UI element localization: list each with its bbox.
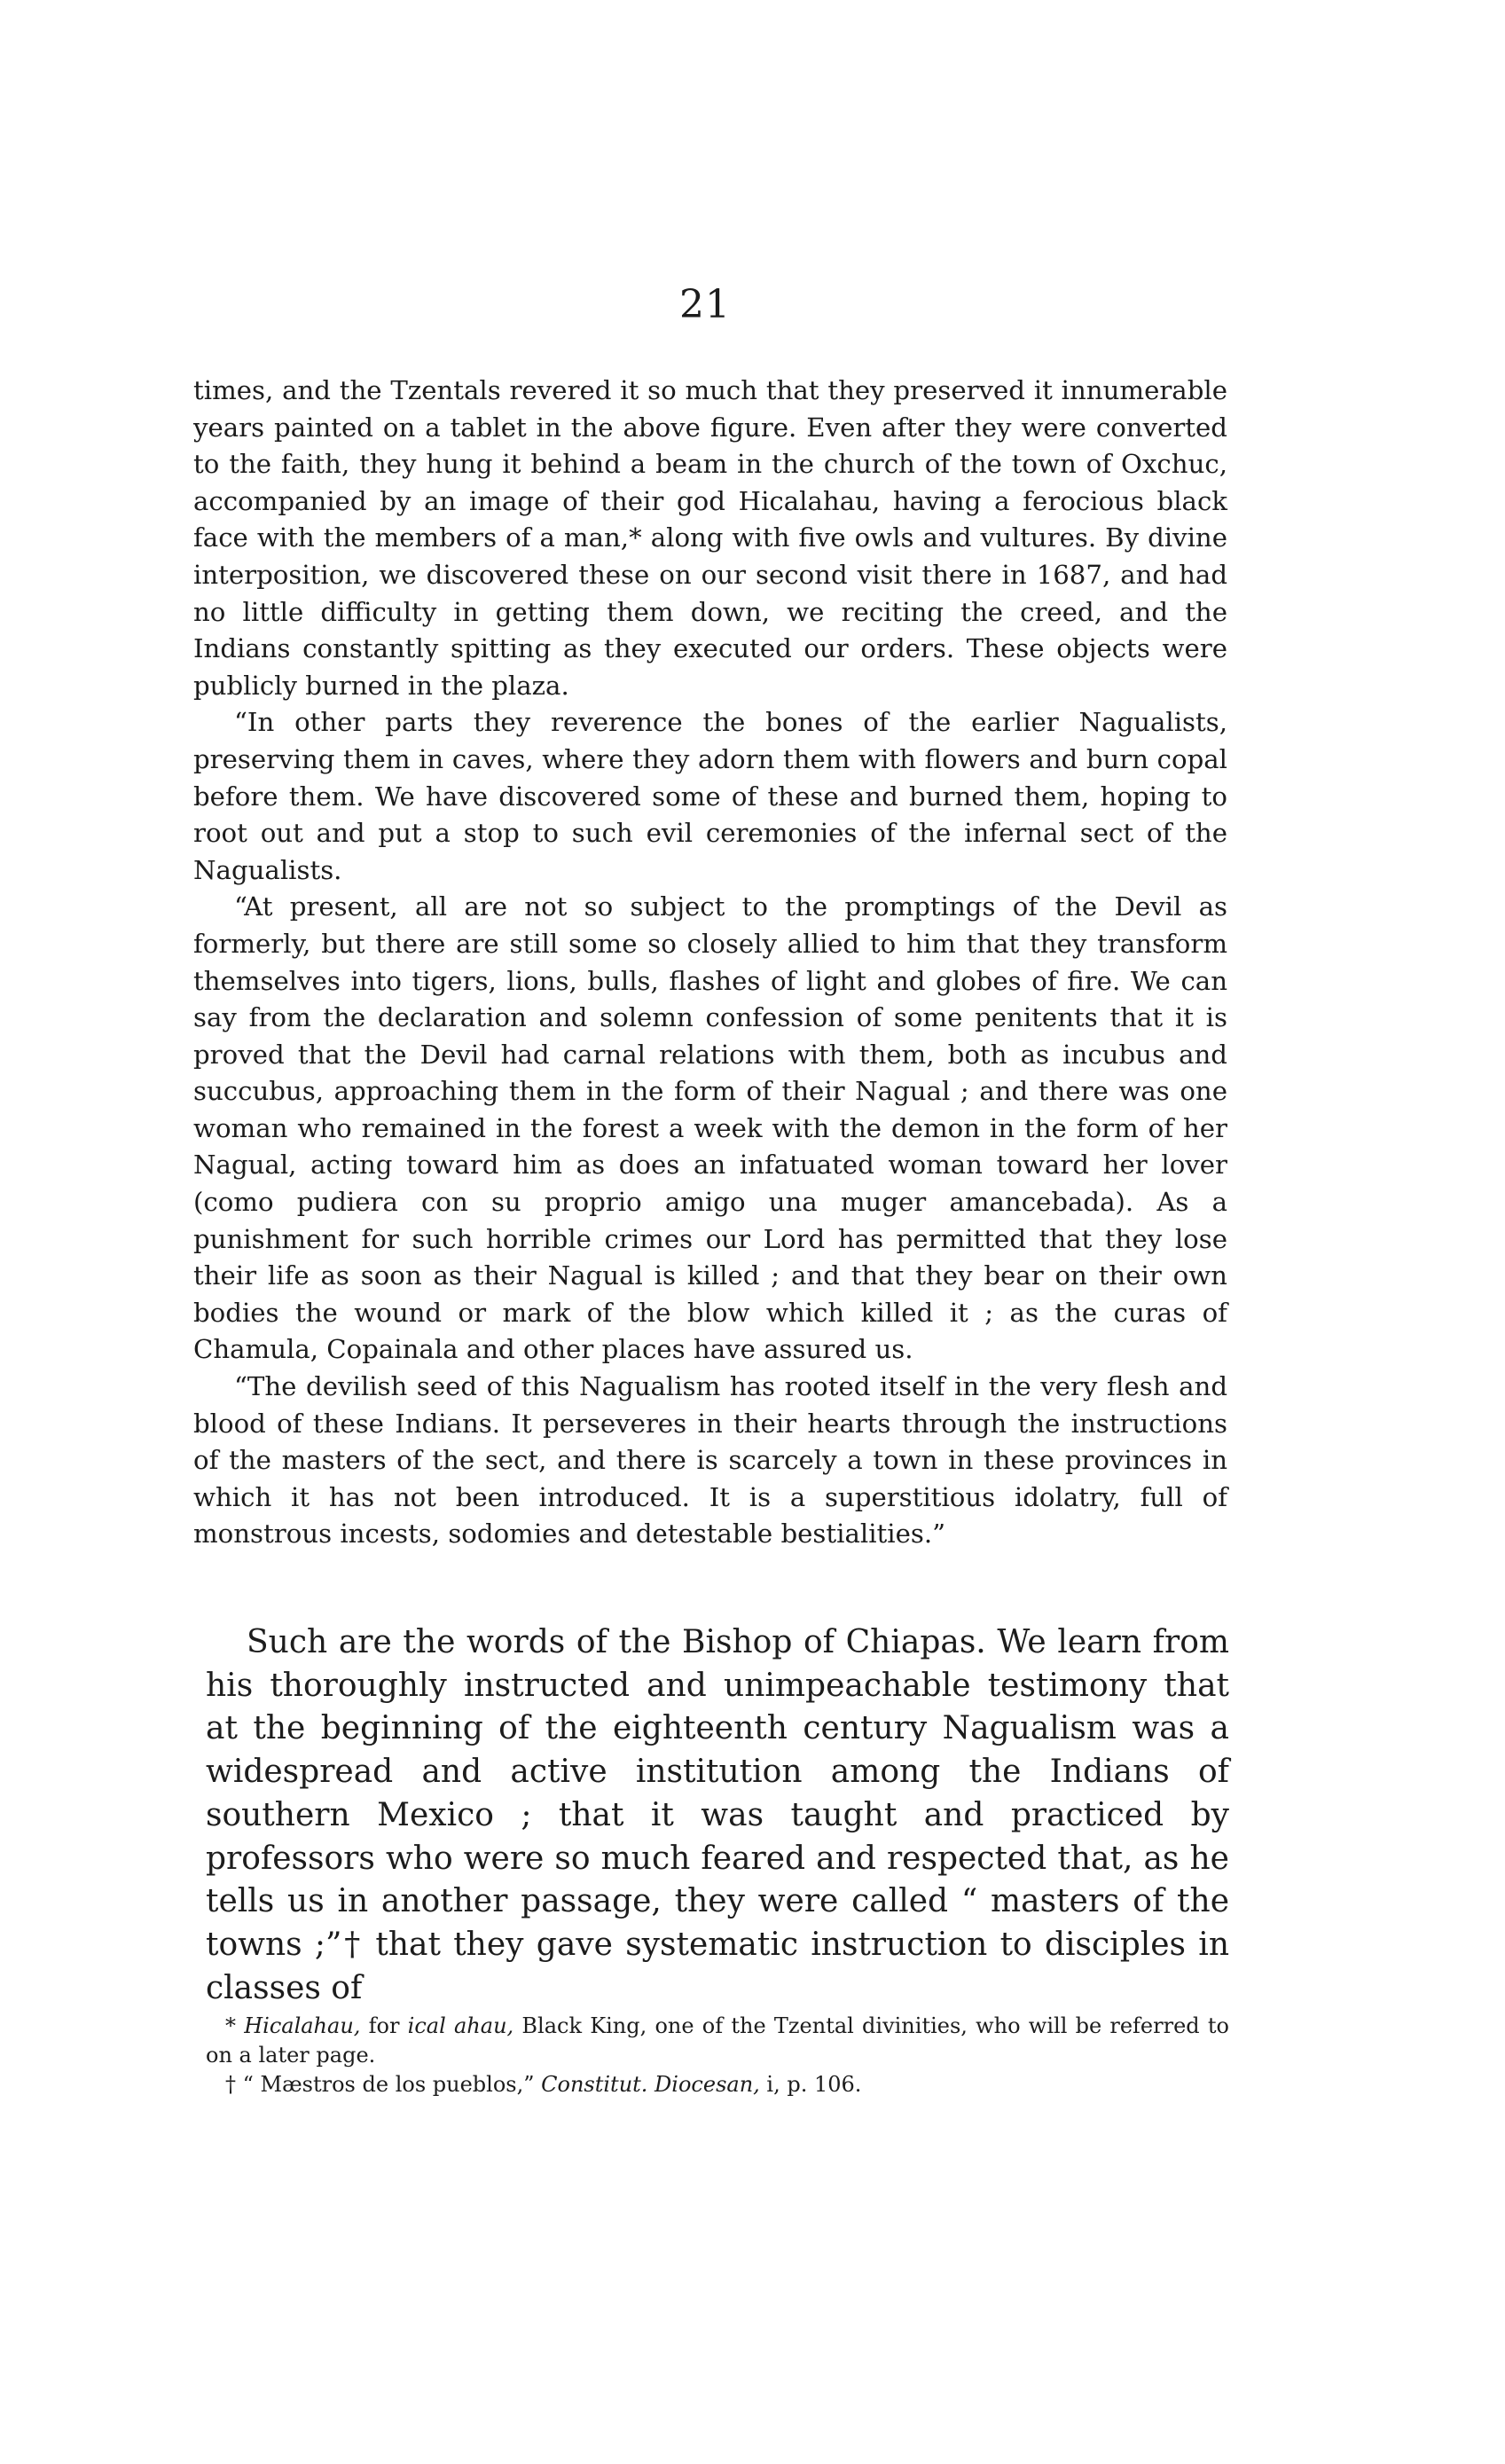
body-paragraph: Such are the words of the Bishop of Chiapas. We learn from his thoroughly instructed and unimpeachable testimony that at the beginning of the eighteenth century Nagualism was a widespread and active institution among the Indians of southern Mexico ; that it was taught and practiced by professors who were so much feared and respected that, as he tells us in another passage, they were called “ masters of the towns ;”† that they gave systematic instruction to disciples in classes of bbox=[206, 1624, 1229, 2006]
quoted-passage bbox=[193, 373, 1227, 1553]
footnotes bbox=[206, 2012, 1229, 2099]
footnote-2-source: Constitut. Diocesan, bbox=[541, 2072, 760, 2097]
footnote-1-mark: * bbox=[225, 2013, 236, 2038]
page-number: 21 bbox=[679, 282, 731, 327]
quote-paragraph-1: times, and the Tzentals revered it so much that they preserved it innumerable years painted on a tablet in the above figure. Even after they were converted to the faith, they hung it behind a beam in the church of the town of Oxchuc, accompanied by an image of their god Hicalahau, having a ferocious black face with the members of a man,* along with five owls and vultures. By divine interposition, we discovered these on our second visit there in 1687, and had no little difficulty in getting them down, we reciting the creed, and the Indians constantly spitting as they executed our orders. These objects were publicly burned in the plaza. bbox=[193, 375, 1227, 701]
footnote-1 bbox=[206, 2012, 1229, 2070]
footnote-1-pre: for bbox=[368, 2013, 400, 2038]
footnote-1-text: Black King, one of the Tzental divinities, who will be referred to on a later page. bbox=[206, 2013, 1229, 2068]
footnote-2-mark: † bbox=[225, 2072, 236, 2097]
quote-paragraph-3: “At present, all are not so subject to the promptings of the Devil as formerly, but there are still some so closely allied to him that they transform themselves into tigers, lions, bulls, flashes of light and globes of fire. We can say from the declaration and solemn confession of some penitents that it is proved that the Devil had carnal relations with them, both as incubus and succubus, approaching them in the form of their Nagual ; and there was one woman who remained in the forest a week with the demon in the form of her Nagual, acting toward him as does an infatuated woman toward her lover (como pudiera con su proprio amigo una muger amancebada). As a punishment for such horrible crimes our Lord has permitted that they lose their life as soon as their Nagual is killed ; and that they bear on their own bodies the wound or mark of the blow which killed it ; as the curas of Chamula, Copainala and other places have assured us. bbox=[193, 891, 1227, 1365]
footnote-1-term: Hicalahau, bbox=[244, 2013, 361, 2038]
quote-paragraph-4: “The devilish seed of this Nagualism has rooted itself in the very flesh and blood of these Indians. It perseveres in their hearts through the instructions of the masters of the sect, and there is scarcely a town in these provinces in which it has not been introduced. It is a superstitious idolatry, full of monstrous incests, sodomies and detestable bestialities.” bbox=[193, 1371, 1227, 1550]
footnote-2 bbox=[206, 2070, 1229, 2099]
footnote-2-ref: i, p. 106. bbox=[766, 2072, 862, 2097]
quote-paragraph-2: “In other parts they reverence the bones of the earlier Nagualists, preserving them in caves, where they adorn them with flowers and burn copal before them. We have discovered some of these and burned them, hoping to root out and put a stop to such evil ceremonies of the infernal sect of the Nagualists. bbox=[193, 707, 1227, 885]
footnote-1-term2: ical ahau, bbox=[407, 2013, 514, 2038]
footnote-2-text: “ Mæstros de los pueblos,” bbox=[242, 2072, 535, 2097]
